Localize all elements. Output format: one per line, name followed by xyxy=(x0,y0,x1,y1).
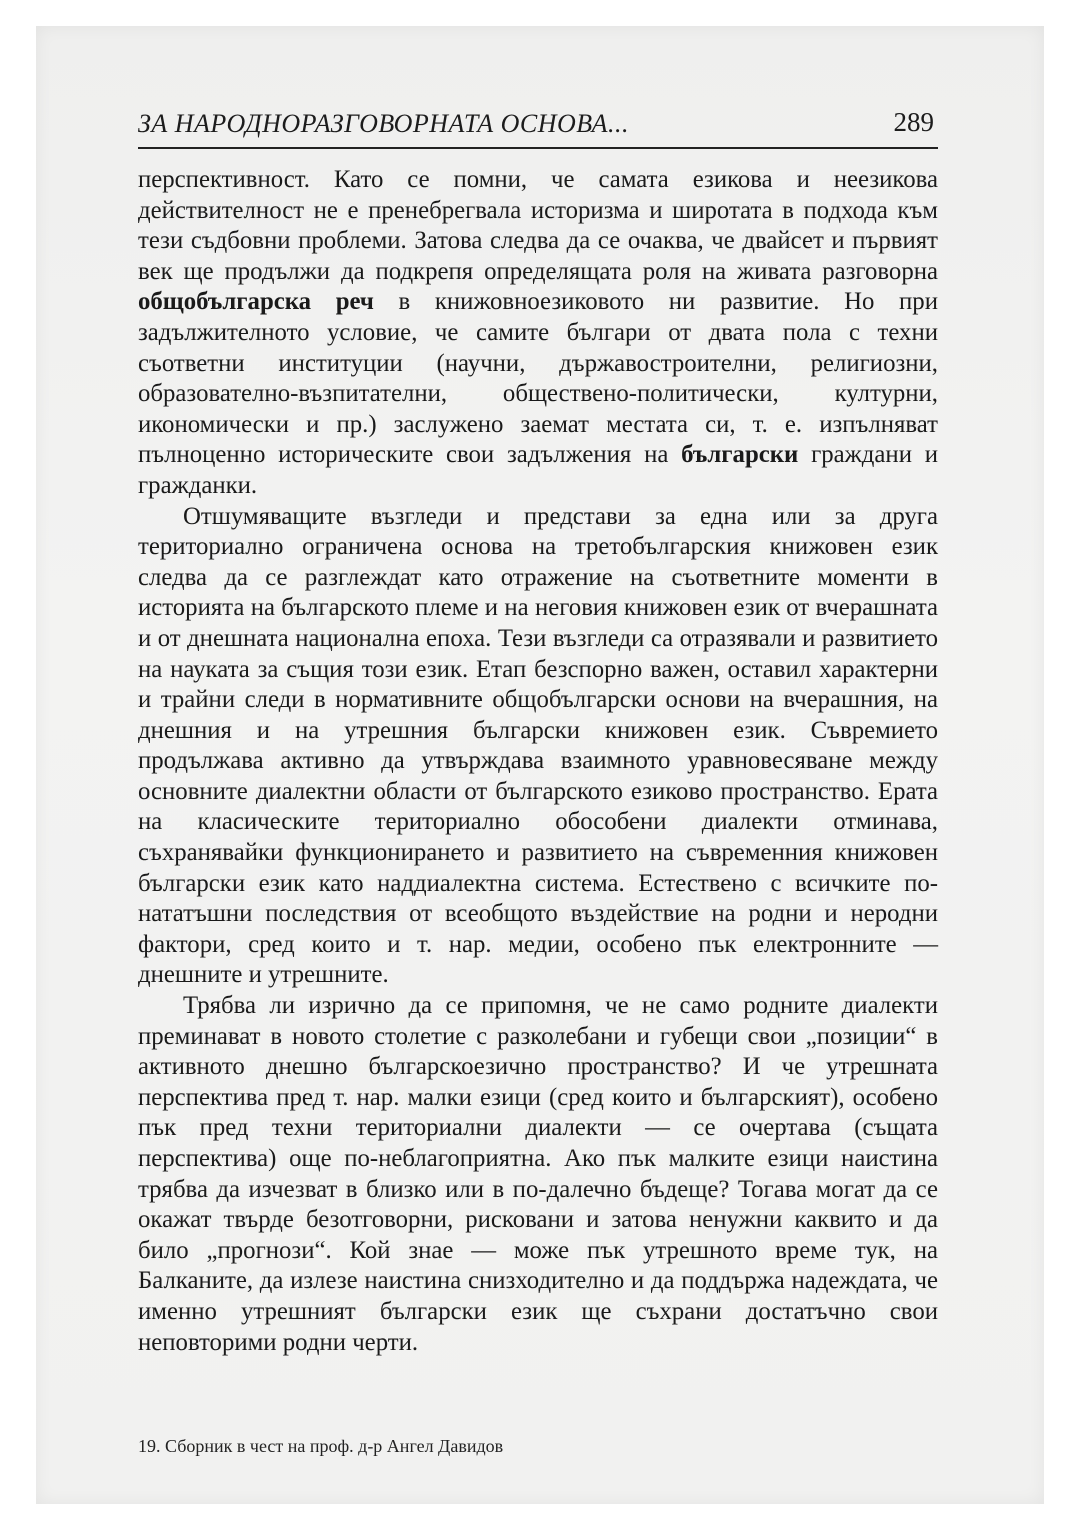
page-number: 289 xyxy=(893,107,934,137)
paragraph-1-part-c: граждани и гражданки. xyxy=(138,441,938,499)
bold-phrase-obshtobalgarska-rech: общобългарска реч xyxy=(138,288,374,316)
paragraph-2: Отшумяващите възгледи и представи за една или за друга териториално ограничена основа на третобългарския книжовен език следва да се разглеждат като отражение на съответните моменти в историята на българското племе и на неговия книжовен език от вчерашната и от днешната национална епоха. Тези възгледи са отразявали и развитието на науката за същия този език. Етап безспорно важен, оставил характерни и трайни следи в нормативните общобългарски основи на вчерашния, на днешния и на утрешния български книжовен език. Съвремието продължава активно да утвърждава взаимното уравновесяване между основните диалектни области от българското езиково пространство. Ерата на класическите териториално обособени диалекти отминава, съхранявайки функционирането и развитието на съвременния книжовен български език като наддиалектна система. Естествено с всичките по-нататъшни последствия от всеобщото въздействие на родни и неродни фактори, сред които и т. нар. медии, особено пък електронните — днешните и утрешните. xyxy=(138,502,938,989)
bold-word-balgarski: български xyxy=(681,441,799,469)
paragraph-3: Трябва ли изрично да се припомня, че не само родните диалекти преминават в новото столетие с разколебани и губещи свои „позиции“ в активното днешно българскоезично пространство? И че утрешната перспектива пред т. нар. малки езици (сред които и българският), особено пък пред техни териториални диалекти — се очертава (същата перспектива) още по-неблагоприятна. Ако пък малките езици наистина трябва да изчезват в близко или в по-далечно бъдеще? Тогава могат да се окажат твърде безотговорни, рисковани и затова ненужни каквито и да било „прогнози“. Кой знае — може пък утрешното време тук, на Балканите, да излезе наистина снизходително и да поддържа надеждата, че именно утрешният български език ще съхрани достатъчно свои неповторими родни черти. xyxy=(138,992,938,1356)
body-text xyxy=(138,165,938,1358)
paragraph-1 xyxy=(138,165,938,502)
running-head-title: ЗА НАРОДНОРАЗГОВОРНАТА ОСНОВА... xyxy=(138,109,630,138)
running-head xyxy=(138,107,938,145)
paragraph-1-part-b: в книжовноезиковото ни развитие. Но при задължителното условие, че самите българи от двата пола с техни съответни институции (научни, държавостроителни, религиозни, образователно-възпитателни, обществено-политически, културни, икономически и пр.) заслужено заемат местата си, т. е. изпълняват пълноценно историческите свои задължения на xyxy=(138,288,938,469)
paragraph-1-part-a: перспективност. Като се помни, че самата езикова и неезикова действителност не е пренебрегвала историзма и широтата в подхода към тези съдбовни проблеми. Затова следва да се очаква, че двайсет и първият век ще продължи да подкрепя определящата роля на живата разговорна xyxy=(138,166,938,285)
header-rule xyxy=(138,147,938,149)
signature-line: 19. Сборник в чест на проф. д-р Ангел Давидов xyxy=(138,1436,504,1456)
